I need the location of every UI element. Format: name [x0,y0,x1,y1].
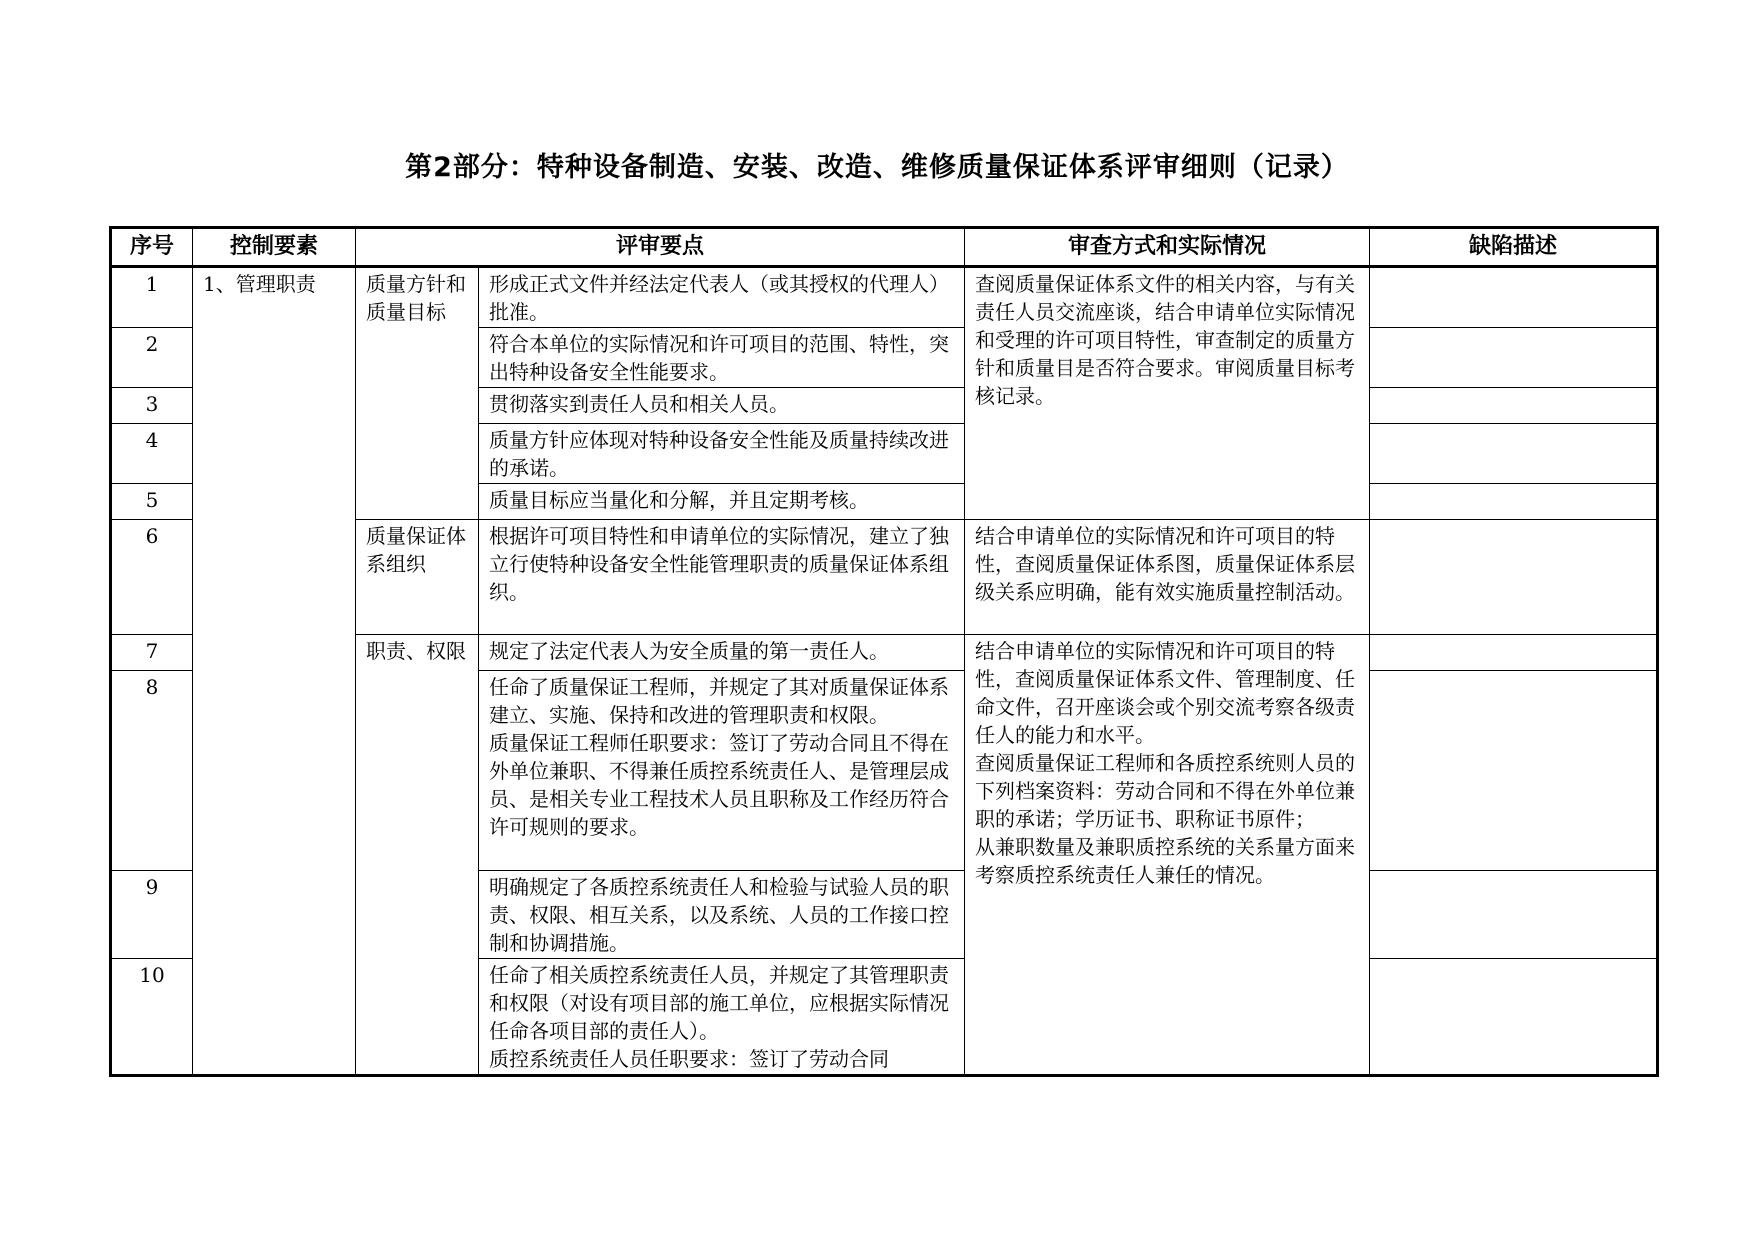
review-point: 任命了质量保证工程师，并规定了其对质量保证体系建立、实施、保持和改进的管理职责和权限。 质量保证工程师任职要求：签订了劳动合同且不得在外单位兼职、不得兼任质控系统责任人、是管理层成员、是相关专业工程技术人员且职称及工作经历符合许可规则的要求。 [479,671,965,871]
review-point: 贯彻落实到责任人员和相关人员。 [479,388,965,424]
defect-cell[interactable] [1370,267,1658,328]
review-point: 质量目标应当量化和分解，并且定期考核。 [479,484,965,520]
control-element: 1、管理职责 [193,267,356,1076]
defect-cell[interactable] [1370,635,1658,671]
row-number: 7 [111,635,193,671]
header-points: 评审要点 [356,228,965,267]
row-number: 10 [111,959,193,1076]
row-number: 1 [111,267,193,328]
row-number: 6 [111,520,193,635]
defect-cell[interactable] [1370,520,1658,635]
row-number: 2 [111,328,193,388]
header-row [111,228,1658,267]
row-number: 3 [111,388,193,424]
subgroup-label: 职责、权限 [356,635,479,1076]
review-point: 符合本单位的实际情况和许可项目的范围、特性，突出特种设备安全性能要求。 [479,328,965,388]
review-point: 质量方针应体现对特种设备安全性能及质量持续改进的承诺。 [479,424,965,484]
review-method: 查阅质量保证体系文件的相关内容，与有关责任人员交流座谈，结合申请单位实际情况和受理的许可项目特性，审查制定的质量方针和质量目是否符合要求。审阅质量目标考核记录。 [965,267,1370,520]
defect-cell[interactable] [1370,671,1658,871]
table-row [111,267,1658,328]
review-method: 结合申请单位的实际情况和许可项目的特性，查阅质量保证体系图，质量保证体系层级关系应明确，能有效实施质量控制活动。 [965,520,1370,635]
header-defect: 缺陷描述 [1370,228,1658,267]
row-number: 9 [111,871,193,959]
row-number: 5 [111,484,193,520]
review-point: 根据许可项目特性和申请单位的实际情况，建立了独立行使特种设备安全性能管理职责的质量保证体系组织。 [479,520,965,635]
review-table [109,226,1659,1077]
header-method: 审查方式和实际情况 [965,228,1370,267]
defect-cell[interactable] [1370,871,1658,959]
subgroup-label: 质量保证体系组织 [356,520,479,635]
header-element: 控制要素 [193,228,356,267]
defect-cell[interactable] [1370,484,1658,520]
row-number: 4 [111,424,193,484]
review-point: 规定了法定代表人为安全质量的第一责任人。 [479,635,965,671]
defect-cell[interactable] [1370,959,1658,1076]
row-number: 8 [111,671,193,871]
defect-cell[interactable] [1370,424,1658,484]
header-no: 序号 [111,228,193,267]
defect-cell[interactable] [1370,388,1658,424]
review-point: 任命了相关质控系统责任人员，并规定了其管理职责和权限（对设有项目部的施工单位，应根据实际情况任命各项目部的责任人）。 质控系统责任人员任职要求：签订了劳动合同 [479,959,965,1076]
document-title: 第2部分：特种设备制造、安装、改造、维修质量保证体系评审细则（记录） [405,152,1349,183]
defect-cell[interactable] [1370,328,1658,388]
review-point: 明确规定了各质控系统责任人和检验与试验人员的职责、权限、相互关系，以及系统、人员的工作接口控制和协调措施。 [479,871,965,959]
review-method: 结合申请单位的实际情况和许可项目的特性，查阅质量保证体系文件、管理制度、任命文件，召开座谈会或个别交流考察各级责任人的能力和水平。 查阅质量保证工程师和各质控系统则人员的下列档案资料：劳动合同和不得在外单位兼职的承诺；学历证书、职称证书原件； 从兼职数量及兼职质控系统的关系量方面来考察质控系统责任人兼任的情况。 [965,635,1370,1076]
review-point: 形成正式文件并经法定代表人（或其授权的代理人）批准。 [479,267,965,328]
subgroup-label: 质量方针和质量目标 [356,267,479,520]
